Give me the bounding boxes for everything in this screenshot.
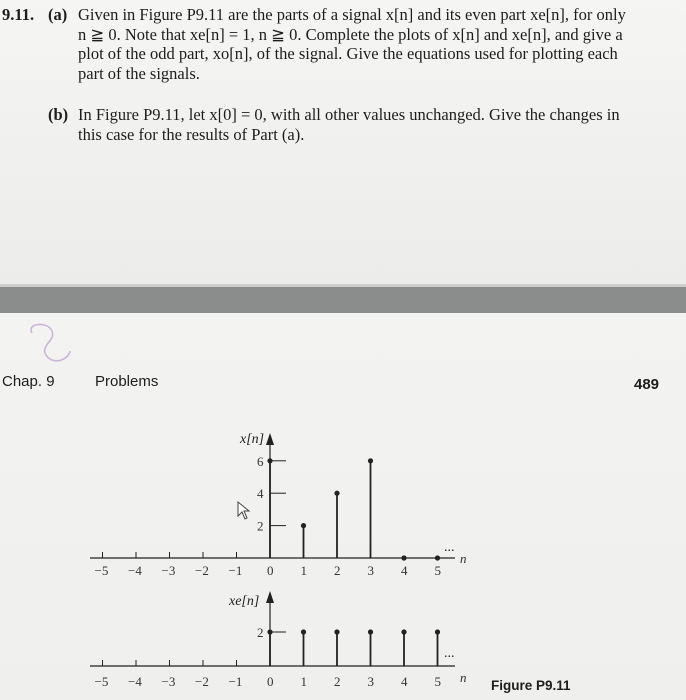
x-tick-label: −4 [128,674,142,689]
part-b-line: this case for the results of Part (a). [78,124,305,144]
y-axis-arrow [266,591,274,603]
part-b-line: In Figure P9.11, let x[0] = 0, with all other values unchanged. Give the changes in [78,105,620,124]
x-tick-label: 5 [434,674,441,689]
title-group [239,432,264,447]
stem-point [334,491,339,496]
stem-point [334,629,339,634]
x-tick-label: −5 [94,563,109,578]
x-tick-label: 1 [300,674,307,689]
figure-page [0,313,686,700]
cursor-icon [238,502,249,519]
stem-point [368,458,373,463]
x-tick-label: −1 [228,674,243,689]
pencil-scribble [18,315,88,375]
x-tick-label: −3 [161,563,176,578]
plot-title: x[n] [240,432,265,447]
stem-point [267,458,272,463]
part-b-label: (b) [48,105,69,124]
plot-title: xe[n] [229,594,260,609]
y-tick-label: 4 [257,486,264,502]
x-tick-label: 0 [267,674,274,689]
x-tick-label: 3 [367,674,374,689]
x-tick-label: −2 [195,563,209,578]
x-tick-label: 1 [300,563,307,578]
continuation-dots: ... [444,540,455,555]
page-divider-band [0,287,686,313]
part-a-label: (a) [48,5,68,24]
stem-point [301,629,306,634]
part-a-line: plot of the odd part, xo[n], of the signal. Give the equations used for plotting each [78,44,618,63]
x-tick-label: −2 [195,674,209,689]
stem-point [368,629,373,634]
x-tick-label: 5 [434,563,441,578]
x-tick-label: −1 [228,563,243,578]
part-a-text [78,5,626,83]
problem-9-11 [2,5,686,285]
figure-caption: Figure P9.11 [491,678,571,693]
y-tick-label: 6 [257,453,264,469]
continuation-dots: ... [444,646,455,661]
section-title: Problems [95,373,159,390]
y-axis-arrow [266,433,274,445]
page-number: 489 [634,376,660,393]
n-axis-label: n [460,551,467,566]
x-tick-label: −4 [128,563,142,578]
stem-point [435,555,440,560]
x-tick-label: 2 [334,563,341,578]
x-n-stem-plot [0,423,500,583]
stem-point [401,555,406,560]
chapter-label: Chap. 9 [2,373,55,390]
x-tick-label: 4 [401,563,408,578]
x-tick-label: −3 [161,674,176,689]
problem-number: 9.11. [2,5,35,24]
stem-point [435,629,440,634]
n-axis-label: n [460,670,467,685]
part-a-line: n ≧ 0. Note that xe[n] = 1, n ≧ 0. Complete the plots of x[n] and xe[n], and give a [78,24,623,44]
stem-point [401,629,406,634]
y-tick-label: 2 [257,625,264,640]
part-b-text [78,105,620,144]
stem-point [301,523,306,528]
x-tick-label: 3 [367,563,374,578]
xe-n-stem-plot [0,583,500,693]
x-tick-label: 2 [334,674,341,689]
x-tick-label: −5 [94,674,109,689]
stem-point [267,629,272,634]
x-tick-label: 4 [401,674,408,689]
problem-page [0,0,686,284]
x-tick-label: 0 [267,563,274,578]
y-tick-label: 2 [257,518,264,534]
part-a-line: part of the signals. [78,63,200,83]
part-a-line: Given in Figure P9.11 are the parts of a signal x[n] and its even part xe[n], for only [78,5,626,24]
